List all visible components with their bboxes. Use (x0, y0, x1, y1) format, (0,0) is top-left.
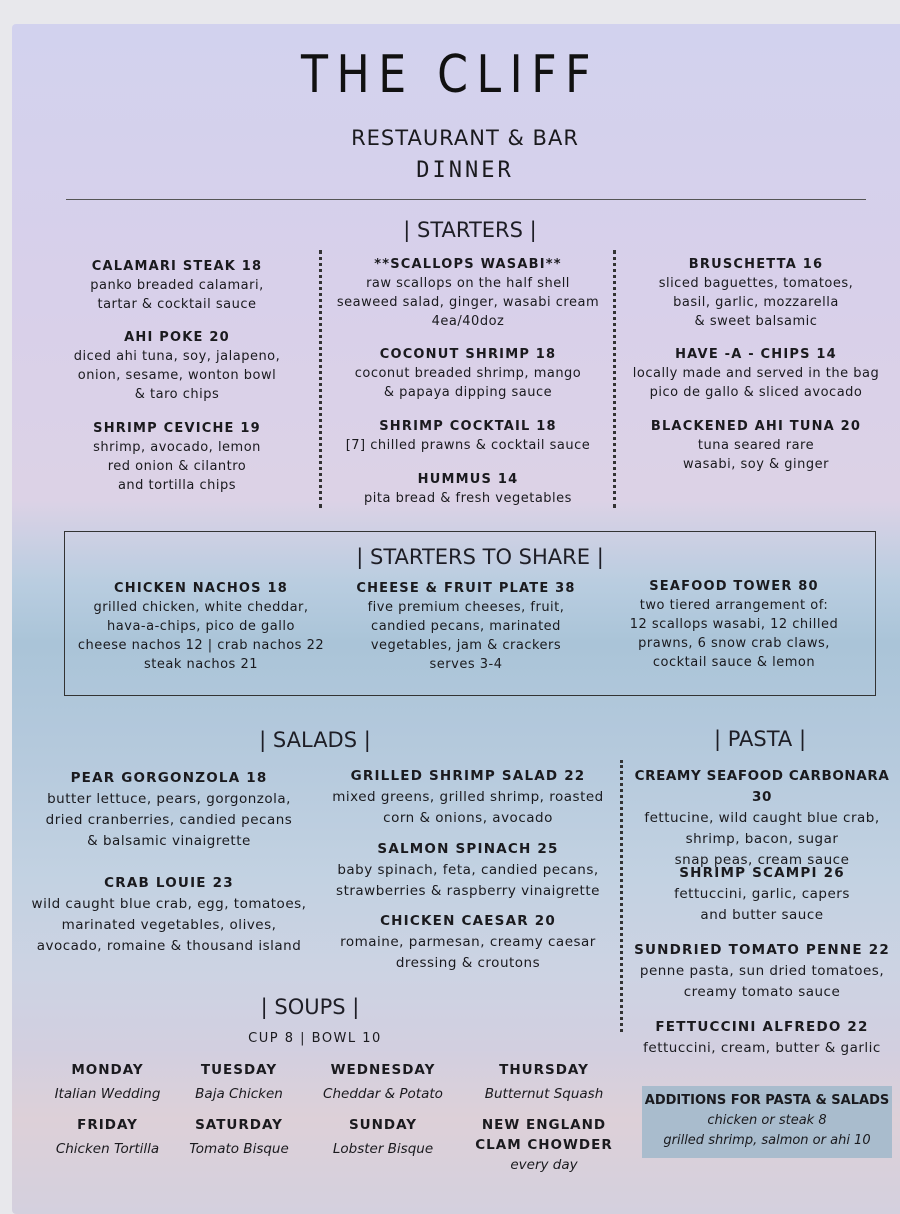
additions-title: ADDITIONS FOR PASTA & SALADS (644, 1093, 890, 1108)
menu-item-grilled-shrimp-salad: GRILLED SHRIMP SALAD 22 mixed greens, grilled shrimp, roasted corn & onions, avocado (332, 768, 604, 826)
soup-prices: CUP 8 | BOWL 10 (248, 1031, 382, 1046)
menu-item-ahi-poke: AHI POKE 20 diced ahi tuna, soy, jalapeno, onion, sesame, wonton bowl & taro chips (73, 330, 281, 402)
menu-item-blackened-ahi-tuna: BLACKENED AHI TUNA 20 tuna seared rare wasabi, soy & ginger (650, 419, 862, 472)
additions-line-1: chicken or steak 8 (707, 1113, 827, 1128)
menu-item-fettuccini-alfredo: FETTUCCINI ALFREDO 22 fettuccini, cream, butter & garlic (643, 1019, 881, 1056)
menu-item-pear-gorgonzola: PEAR GORGONZOLA 18 butter lettuce, pears, gorgonzola, dried cranberries, candied pecans & balsamic vinaigrette (45, 770, 293, 849)
menu-item-cheese-fruit-plate: CHEESE & FRUIT PLATE 38 five premium cheeses, fruit, candied pecans, marinated vegetables, jam & crackers serves 3-4 (356, 581, 576, 672)
menu-item-crab-louie: CRAB LOUIE 23 wild caught blue crab, egg, tomatoes, marinated vegetables, olives, avocado, romaine & thousand island (31, 875, 307, 954)
menu-item-shrimp-cocktail: SHRIMP COCKTAIL 18 [7] chilled prawns & cocktail sauce (345, 419, 591, 453)
header-divider (66, 199, 866, 200)
soup-sunday: SUNDAY Lobster Bisque (332, 1117, 434, 1157)
soup-tuesday: TUESDAY Baja Chicken (195, 1062, 283, 1102)
soup-saturday: SATURDAY Tomato Bisque (189, 1117, 289, 1157)
pasta-divider (620, 760, 623, 1032)
menu-item-have-a-chips: HAVE -A - CHIPS 14 locally made and served in the bag pico de gallo & sliced avocado (632, 347, 880, 400)
soup-clam-chowder: NEW ENGLAND CLAM CHOWDER every day (475, 1117, 613, 1173)
soup-thursday: THURSDAY Butternut Squash (484, 1062, 604, 1102)
additions-box (642, 1086, 892, 1158)
menu-item-scallops-wasabi: **SCALLOPS WASABI** raw scallops on the half shell seaweed salad, ginger, wasabi cream 4ea/40doz (336, 257, 600, 329)
menu-item-salmon-spinach: SALMON SPINACH 25 baby spinach, feta, candied pecans, strawberries & raspberry vinaigrette (336, 841, 600, 899)
soup-wednesday: WEDNESDAY Cheddar & Potato (323, 1062, 443, 1102)
menu-item-shrimp-ceviche: SHRIMP CEVICHE 19 shrimp, avocado, lemon red onion & cilantro and tortilla chips (93, 421, 261, 493)
additions-line-2: grilled shrimp, salmon or ahi 10 (663, 1133, 871, 1148)
starters-heading: | STARTERS | (403, 218, 537, 242)
menu-item-seafood-tower: SEAFOOD TOWER 80 two tiered arrangement of: 12 scallops wasabi, 12 chilled prawns, 6 snow crab claws, cocktail sauce & lemon (629, 579, 839, 670)
salads-heading: | SALADS | (259, 728, 371, 752)
starters-to-share-heading: | STARTERS TO SHARE | (356, 545, 604, 569)
menu-item-chicken-nachos: CHICKEN NACHOS 18 grilled chicken, white cheddar, hava-a-chips, pico de gallo cheese nachos 12 | crab nachos 22 steak nachos 21 (77, 581, 325, 672)
menu-item-sundried-tomato-penne: SUNDRIED TOMATO PENNE 22 penne pasta, sun dried tomatoes, creamy tomato sauce (634, 942, 890, 1000)
menu-item-coconut-shrimp: COCONUT SHRIMP 18 coconut breaded shrimp, mango & papaya dipping sauce (354, 347, 582, 400)
soup-monday: MONDAY Italian Wedding (54, 1062, 161, 1102)
menu-item-creamy-seafood-carbonara: CREAMY SEAFOOD CARBONARA 30 fettucine, wild caught blue crab, shrimp, bacon, sugar snap peas, cream sauce (634, 768, 890, 868)
menu-item-chicken-caesar: CHICKEN CAESAR 20 romaine, parmesan, creamy caesar dressing & croutons (340, 913, 596, 971)
restaurant-subtitle: RESTAURANT & BAR (351, 126, 579, 150)
menu-item-hummus: HUMMUS 14 pita bread & fresh vegetables (364, 472, 572, 506)
menu-item-calamari-steak: CALAMARI STEAK 18 panko breaded calamari, tartar & cocktail sauce (90, 259, 264, 312)
pasta-heading: | PASTA | (713, 727, 807, 751)
soup-friday: FRIDAY Chicken Tortilla (55, 1117, 160, 1157)
soups-heading: | SOUPS | (260, 995, 360, 1019)
menu-item-bruschetta: BRUSCHETTA 16 sliced baguettes, tomatoes, basil, garlic, mozzarella & sweet balsamic (658, 257, 854, 329)
restaurant-name: THE CLIFF (300, 45, 600, 105)
meal-title: DINNER (416, 158, 514, 183)
menu-item-shrimp-scampi: SHRIMP SCAMPI 26 fettuccini, garlic, capers and butter sauce (674, 865, 850, 923)
